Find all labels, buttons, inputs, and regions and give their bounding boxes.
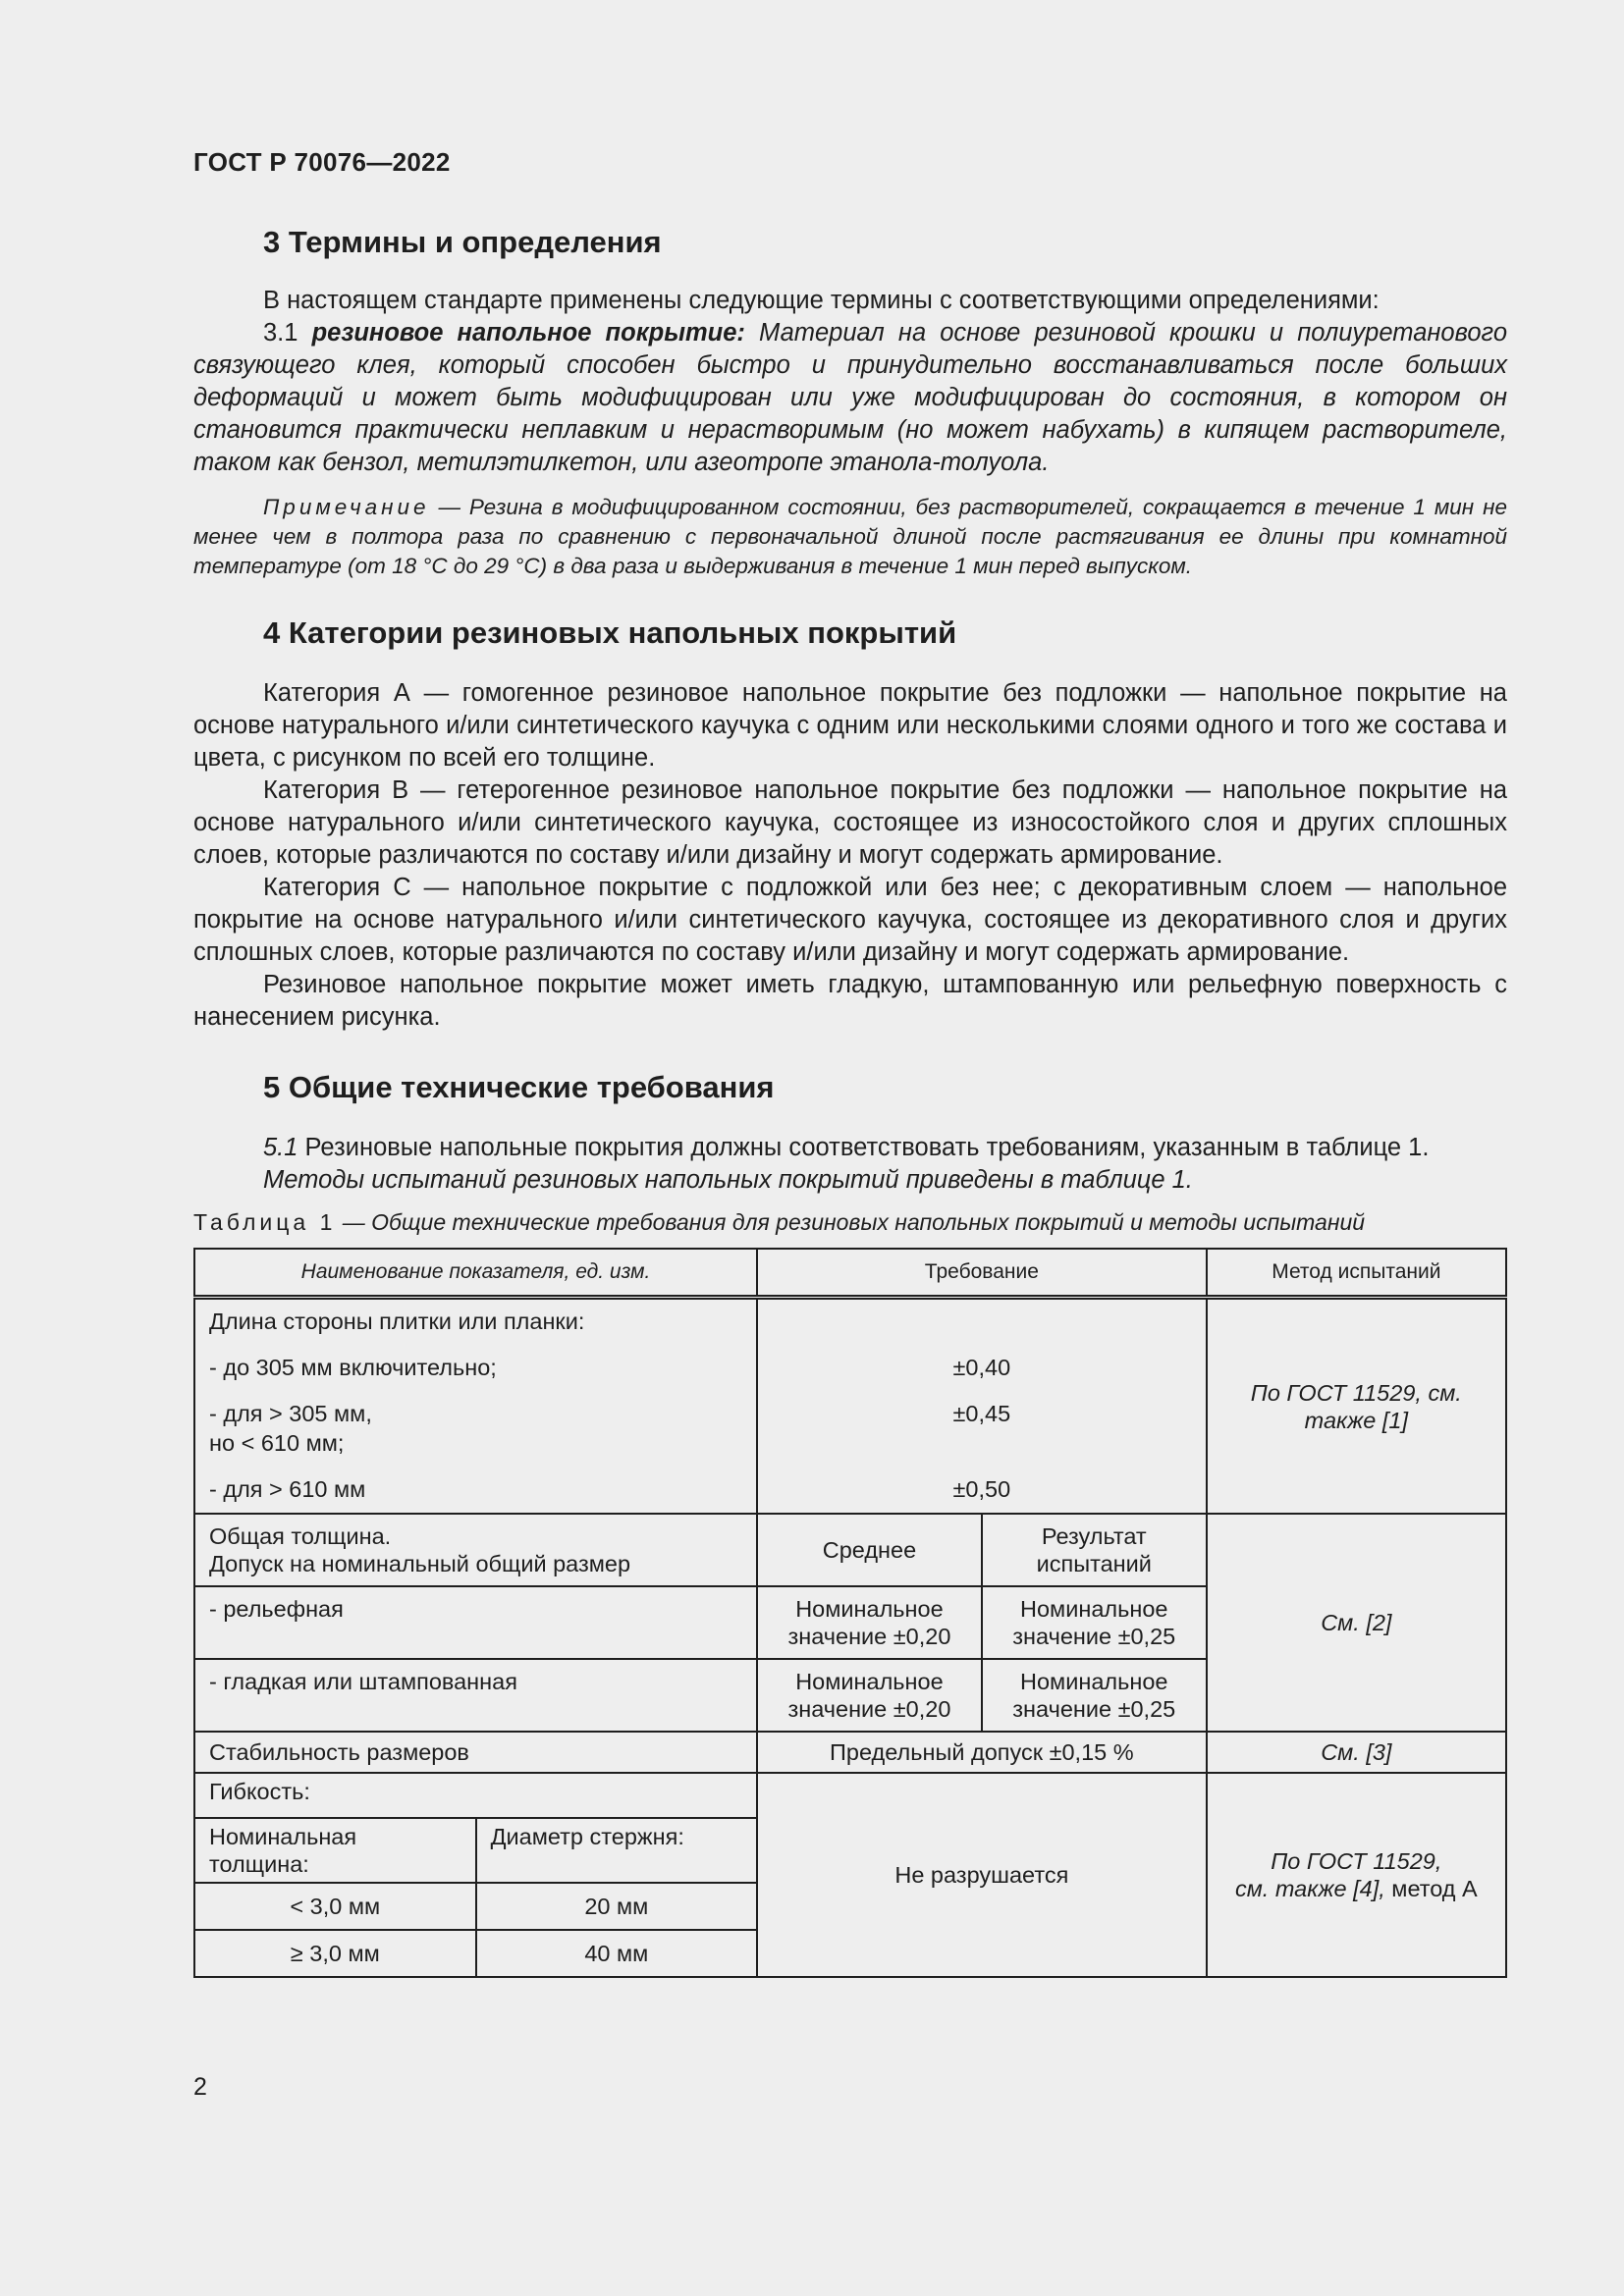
clause-number: 5.1 [263,1134,298,1161]
table-row-length [194,1298,1506,1515]
thickness-subtitle: Допуск на номинальный общий размер [209,1551,631,1576]
term-definition [193,317,1507,479]
term-name: резиновое напольное покрытие: [311,319,745,347]
thickness-result-header: Результат испытаний [982,1514,1207,1586]
section-4-title: 4 Категории резиновых напольных покрытий [263,615,957,650]
table-row-thickness-head [194,1514,1506,1586]
thickness-mean-value: Номинальное значение ±0,20 [757,1659,982,1732]
flexibility-method [1207,1773,1506,1977]
flexibility-method-line: см. также [4], метод А [1234,1876,1478,1901]
thickness-label: - рельефная [194,1586,757,1659]
length-item: - для > 610 мм [209,1476,366,1502]
thickness-title-cell [194,1514,757,1586]
thickness-title: Общая толщина. [209,1523,392,1549]
flexibility-thickness: < 3,0 мм [194,1883,476,1930]
flexibility-diameter: 20 мм [476,1883,757,1930]
length-value: ±0,50 [952,1476,1011,1502]
clause-text: Резиновые напольные покрытия должны соответствовать требованиям, указанным в таблице 1. [298,1134,1430,1161]
table-header-row [194,1249,1506,1298]
document-header: ГОСТ Р 70076—2022 [193,147,451,177]
length-item: - для > 305 мм, [209,1401,372,1426]
category-a-paragraph: Категория А — гомогенное резиновое напольное покрытие без подложки — напольное покрытие на основе натурального и/или синтетического каучука с одним или несколькими слоями одного и того же состава и цвета, с рисунком по всей его толщине. [193,679,1507,772]
section-3-intro: В настоящем стандарте применены следующие термины с соответствующими определениями: [263,287,1380,314]
thickness-label: - гладкая или штампованная [194,1659,757,1732]
section-3-title: 3 Термины и определения [263,225,662,259]
flexibility-thickness: ≥ 3,0 мм [194,1930,476,1977]
length-method-cell [1207,1298,1506,1515]
length-item: но < 610 мм; [209,1430,345,1456]
flexibility-diameter: 40 мм [476,1930,757,1977]
page-number: 2 [193,2073,207,2101]
stability-method: См. [3] [1207,1732,1506,1773]
header-indicator: Наименование показателя, ед. изм. [194,1249,757,1298]
term-text: Материал на основе резиновой крошки и полиуретанового связующего клея, который способен быстро и принудительно восстанавливаться после больших деформаций и может быть модифицирован или уже модифицирован до состояния, в котором он становится практически неплавким и нерастворимым (но может набухать) в кипящем растворителе, таком как бензол, метилэтилкетон, или азеотропе этанола-толуола. [193,319,1508,476]
term-number: 3.1 [263,319,312,347]
length-title: Длина стороны плитки или планки: [209,1308,585,1334]
table-caption-label: Таблица 1 [193,1209,337,1235]
flexibility-title: Гибкость: [194,1773,757,1818]
length-method-line: также [1] [1304,1407,1409,1433]
length-item: - до 305 мм включительно; [209,1355,497,1380]
flexibility-method-line: По ГОСТ 11529, [1271,1848,1442,1874]
surface-paragraph: Резиновое напольное покрытие может иметь гладкую, штампованную или рельефную поверхность с нанесением рисунка. [193,971,1507,1031]
table-row-stability [194,1732,1506,1773]
page-content [193,218,1507,1978]
section-5-1-paragraph [193,1132,1507,1164]
header-requirement: Требование [757,1249,1207,1298]
length-labels-cell [194,1298,757,1515]
category-c-paragraph: Категория С — напольное покрытие с подложкой или без нее; с декоративным слоем — напольное покрытие на основе натурального и/или синтетического каучука, состоящее из декоративного слоя и других сплошных слоев, которые различаются по составу и/или дизайну и могут содержать армирование. [193,874,1507,966]
table-caption-text: — Общие технические требования для резиновых напольных покрытий и методы испытаний [336,1209,1366,1235]
length-value: ±0,45 [952,1401,1011,1426]
thickness-mean-value: Номинальное значение ±0,20 [757,1586,982,1659]
flexibility-col-thickness: Номинальная толщина: [194,1818,476,1883]
requirements-table [193,1248,1507,1978]
category-b-paragraph: Категория В — гетерогенное резиновое напольное покрытие без подложки — напольное покрытие на основе натурального и/или синтетического каучука, состоящее из износостойкого слоя и других сплошных слоев, которые различаются по составу и/или дизайну и могут содержать армирование. [193,776,1507,869]
length-value: ±0,40 [952,1355,1011,1380]
header-method: Метод испытаний [1207,1249,1506,1298]
section-5-title: 5 Общие технические требования [263,1070,775,1104]
table-caption [193,1206,1507,1238]
thickness-mean-header: Среднее [757,1514,982,1586]
flexibility-value: Не разрушается [757,1773,1207,1977]
note-label: Примечание [263,495,430,519]
note [193,493,1507,581]
flexibility-col-diameter: Диаметр стержня: [476,1818,757,1883]
note-text: — Резина в модифицированном состоянии, без растворителей, сокращается в течение 1 мин не менее чем в полтора раза по сравнению с первоначальной длиной после растягивания ее длины при комнатной температуре (от 18 °С до 29 °С) в два раза и выдерживания в течение 1 мин перед выпуском. [193,495,1507,578]
thickness-method-cell: См. [2] [1207,1514,1506,1732]
methods-paragraph: Методы испытаний резиновых напольных покрытий приведены в таблице 1. [263,1166,1193,1194]
table-row-flexibility-title [194,1773,1506,1818]
length-values-cell [757,1298,1207,1515]
stability-value: Предельный допуск ±0,15 % [757,1732,1207,1773]
thickness-result-value: Номинальное значение ±0,25 [982,1586,1207,1659]
thickness-result-value: Номинальное значение ±0,25 [982,1659,1207,1732]
length-method-line: По ГОСТ 11529, см. [1250,1379,1462,1406]
stability-label: Стабильность размеров [194,1732,757,1773]
